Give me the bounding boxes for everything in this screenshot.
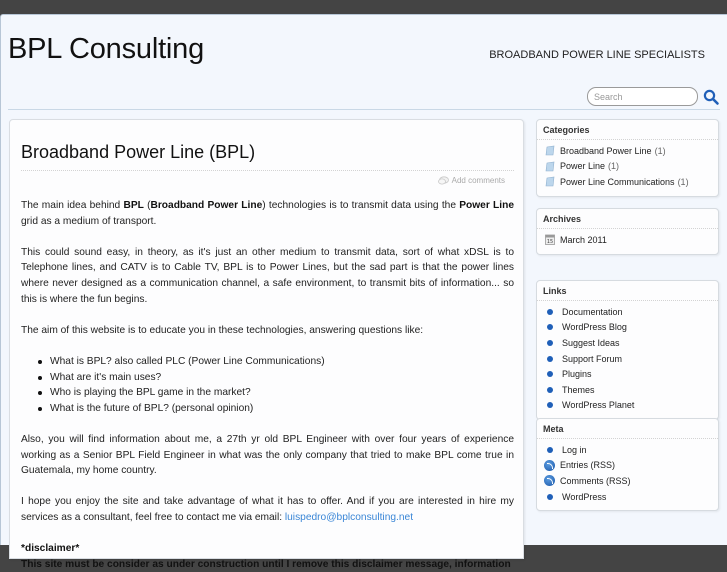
title-divider bbox=[21, 170, 514, 171]
comment-bubble-icon bbox=[438, 176, 449, 185]
calendar-icon bbox=[544, 234, 556, 246]
search-icon bbox=[703, 89, 719, 105]
link-item[interactable] bbox=[537, 304, 718, 320]
paragraph-contact bbox=[21, 494, 514, 525]
link-label[interactable]: Plugins bbox=[562, 369, 592, 380]
category-label[interactable]: Broadband Power Line bbox=[560, 145, 652, 156]
bullet-icon bbox=[547, 356, 553, 362]
category-label[interactable]: Power Line Communications bbox=[560, 176, 675, 187]
post-title[interactable]: Broadband Power Line (BPL) bbox=[21, 142, 256, 162]
link-label[interactable]: Themes bbox=[562, 384, 595, 395]
bullet-icon bbox=[547, 447, 553, 453]
add-comments-label: Add comments bbox=[451, 176, 505, 185]
category-count: (1) bbox=[608, 161, 620, 172]
archive-item[interactable] bbox=[537, 232, 718, 248]
widget-categories bbox=[536, 119, 719, 197]
widget-links bbox=[536, 280, 719, 420]
link-item[interactable] bbox=[537, 351, 718, 367]
meta-item-wordpress[interactable] bbox=[537, 489, 718, 505]
questions-list bbox=[38, 354, 514, 416]
category-item[interactable] bbox=[537, 143, 718, 159]
widget-title: Archives bbox=[537, 209, 718, 229]
post-body bbox=[21, 198, 514, 572]
search-button[interactable] bbox=[702, 88, 720, 106]
text: The main idea behind bbox=[21, 200, 124, 211]
link-item[interactable] bbox=[537, 398, 718, 414]
link-label[interactable]: WordPress Blog bbox=[562, 322, 627, 333]
widget-title: Categories bbox=[537, 120, 718, 140]
search-form bbox=[587, 87, 720, 106]
site-title[interactable]: BPL Consulting bbox=[8, 33, 205, 65]
bold-text: Power Line bbox=[459, 200, 514, 211]
paragraph-aim: The aim of this website is to educate you in these technologies, answering questions like: bbox=[21, 324, 424, 336]
paragraph-theory: This could sound easy, in theory, as it's just an other medium to transmit data, sort of what xDSL is to Telephone lines, and CATV is to Cable TV, BPL is to Power Lines, but the sad part is that the power lines where never designed as a communication channel, a safe environment, to transmit bits of information... so this is where the fun begins. bbox=[21, 246, 514, 305]
widget-archives bbox=[536, 208, 719, 255]
category-item[interactable] bbox=[537, 174, 718, 190]
link-label[interactable]: Suggest Ideas bbox=[562, 337, 620, 348]
page bbox=[0, 14, 727, 570]
rss-icon bbox=[544, 460, 555, 471]
widget-meta bbox=[536, 418, 719, 511]
bullet-icon bbox=[547, 371, 553, 377]
list-item: What is BPL? also called PLC (Power Line Communications) bbox=[38, 354, 514, 370]
folder-icon bbox=[544, 176, 556, 188]
category-count: (1) bbox=[677, 176, 689, 187]
folder-icon bbox=[544, 145, 556, 157]
meta-item-comments-rss[interactable] bbox=[537, 473, 718, 489]
svg-text:15: 15 bbox=[546, 239, 554, 246]
email-link[interactable]: luispedro@bplconsulting.net bbox=[284, 511, 414, 523]
bullet-icon bbox=[547, 402, 553, 408]
bullet-icon bbox=[547, 340, 553, 346]
paragraph-about: Also, you will find information about me, a 27th yr old BPL Engineer with over four years of experience working as a Senior BPL Field Engineer in what was the only company that tried to make BPL come true in Guatemala, my home country. bbox=[21, 433, 514, 477]
text: grid as a medium of transport. bbox=[21, 215, 157, 227]
bullet-icon bbox=[547, 494, 553, 500]
category-count: (1) bbox=[654, 145, 666, 156]
link-item[interactable] bbox=[537, 366, 718, 382]
text: ) technologies is to transmit data using the bbox=[262, 200, 460, 211]
list-item: What is the future of BPL? (personal opinion) bbox=[38, 401, 514, 417]
widget-title: Links bbox=[537, 281, 718, 301]
list-item: What are it's main uses? bbox=[38, 370, 514, 386]
bullet-icon bbox=[547, 387, 553, 393]
meta-label[interactable]: Log in bbox=[562, 444, 587, 455]
add-comments-link[interactable] bbox=[438, 176, 505, 185]
text: I hope you enjoy the site and take advantage of what it has to offer. And if you are interested in hire my services as a consultant, feel free to contact me via email: bbox=[21, 496, 514, 523]
meta-item-login[interactable] bbox=[537, 442, 718, 458]
text: ( bbox=[143, 200, 151, 211]
search-input[interactable] bbox=[587, 87, 698, 106]
category-label[interactable]: Power Line bbox=[560, 161, 606, 172]
meta-item-entries-rss[interactable] bbox=[537, 458, 718, 474]
list-item: Who is playing the BPL game in the market? bbox=[38, 385, 514, 401]
bold-text: Broadband Power Line bbox=[150, 200, 263, 211]
meta-label[interactable]: Comments (RSS) bbox=[560, 475, 631, 486]
post-container bbox=[9, 119, 524, 570]
bullet-icon bbox=[547, 324, 553, 330]
bold-text: BPL bbox=[123, 200, 144, 211]
disclaimer bbox=[21, 541, 514, 572]
link-item[interactable] bbox=[537, 320, 718, 336]
header-divider bbox=[8, 109, 720, 110]
link-label[interactable]: Support Forum bbox=[562, 353, 623, 364]
widget-title: Meta bbox=[537, 419, 718, 439]
site-tagline: BROADBAND POWER LINE SPECIALISTS bbox=[489, 49, 705, 61]
folder-icon bbox=[544, 160, 556, 172]
disclaimer-text: This site must be consider as under construction until I remove this disclaimer message, information bbox=[21, 558, 511, 570]
rss-icon bbox=[544, 475, 555, 486]
archive-label[interactable]: March 2011 bbox=[560, 234, 607, 245]
link-item[interactable] bbox=[537, 382, 718, 398]
link-label[interactable]: WordPress Planet bbox=[562, 400, 635, 411]
meta-label[interactable]: WordPress bbox=[562, 491, 607, 502]
meta-label[interactable]: Entries (RSS) bbox=[560, 460, 616, 471]
link-label[interactable]: Documentation bbox=[562, 306, 623, 317]
category-item[interactable] bbox=[537, 159, 718, 175]
bullet-icon bbox=[547, 309, 553, 315]
paragraph-intro bbox=[21, 198, 514, 229]
link-item[interactable] bbox=[537, 335, 718, 351]
disclaimer-label: *disclaimer* bbox=[21, 543, 80, 555]
